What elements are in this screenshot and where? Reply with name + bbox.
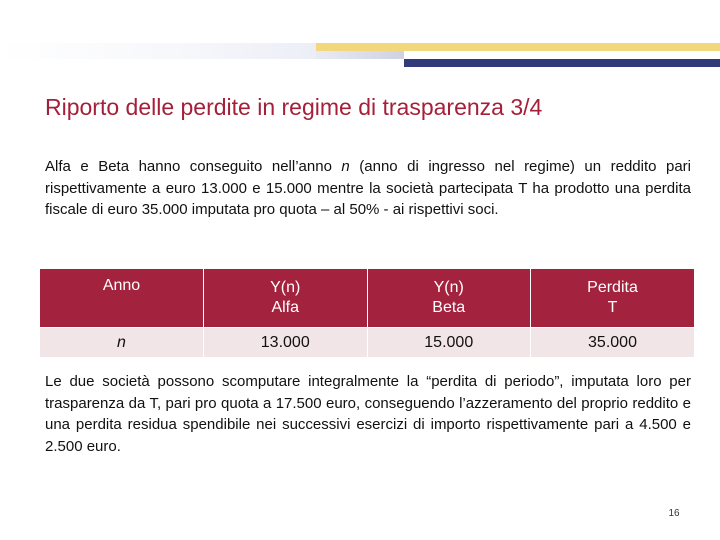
intro-paragraph (45, 156, 691, 221)
conclusion-paragraph: Le due società possono scomputare integralmente la “perdita di periodo”, imputata loro per trasparenza da T, pari pro quota a 17.500 euro, conseguendo l’azzeramento del proprio reddito e una perdita residua spendibile nei successivi esercizi di importo rispettivamente pari a 4.500 e 2.500 euro. (45, 373, 691, 455)
header-band-gold (316, 43, 720, 51)
header-y-beta (367, 269, 531, 328)
intro-text-start: Alfa e Beta hanno conseguito nell’anno (45, 158, 342, 175)
cell-perdita-t: 35.000 (531, 328, 695, 358)
header-y-alfa (204, 269, 368, 328)
header-anno-label: Anno (102, 277, 141, 294)
header-perdita-t-line1: Perdita (587, 279, 638, 296)
header-band-shade (316, 51, 404, 59)
header-perdita-t-line2: T (607, 299, 618, 316)
header-y-beta-line1: Y(n) (433, 279, 464, 296)
header-band-fade (0, 43, 318, 59)
page-number: 16 (668, 508, 680, 519)
slide-title: Riporto delle perdite in regime di trasparenza 3/4 (45, 94, 543, 120)
header-band-navy (404, 59, 720, 67)
cell-y-beta: 15.000 (367, 328, 531, 358)
header-anno (40, 269, 204, 328)
table-header-row (40, 269, 694, 328)
header-y-alfa-line1: Y(n) (270, 279, 301, 296)
intro-year-n: n (341, 158, 350, 175)
table-row (40, 328, 694, 358)
cell-y-alfa: 13.000 (204, 328, 368, 358)
loss-table (40, 269, 694, 357)
cell-anno: n (40, 328, 204, 358)
header-y-alfa-line2: Alfa (271, 299, 300, 316)
intro-text-end: (anno di ingresso nel regime) un reddito pari rispettivamente a euro 13.000 e 15.000 mentre la società partecipata T ha prodotto una perdita fiscale di euro 35.000 imputata pro quota – al 50% - ai rispettivi soci. (45, 158, 691, 218)
header-y-beta-line2: Beta (432, 299, 466, 316)
header-perdita-t (531, 269, 695, 328)
